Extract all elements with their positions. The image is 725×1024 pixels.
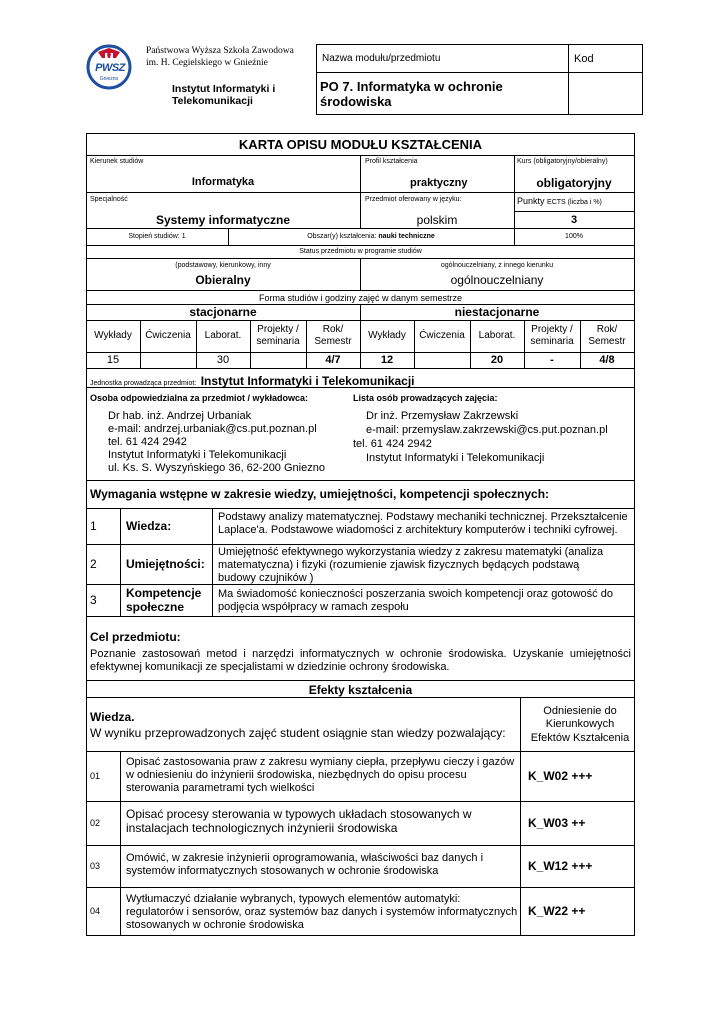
- col-lectures: Wykłady: [94, 330, 132, 341]
- card-title: KARTA OPISU MODUŁU KSZTAŁCENIA: [238, 137, 483, 152]
- nonstat-projects: -: [550, 354, 554, 366]
- goal-title: Cel przedmiotu:: [90, 630, 181, 644]
- responsible-name: Dr hab. inż. Andrzej Urbaniak: [108, 410, 252, 422]
- req-num: 2: [90, 557, 97, 571]
- area-label-text: Obszar(y) kształcenia:: [307, 233, 377, 240]
- lecturer-name: Dr inż. Przemysław Zakrzewski: [366, 410, 519, 422]
- effect-text: Wytłumaczyć działanie wybranych, typowych elementów automatyki: regulatorów i sensorów, oraz systemów baz danych i systemów informatycznych stosowanych w ochronie środowiska: [126, 893, 518, 932]
- col-exercises: Ćwiczenia: [145, 330, 191, 341]
- status-left-label: (podstawowy, kierunkowy, inny: [175, 262, 271, 269]
- language-value: polskim: [416, 213, 458, 227]
- col-exercises-ns: Ćwiczenia: [419, 330, 465, 341]
- school-logo: [86, 44, 132, 90]
- module-name-line2: środowiska: [320, 94, 392, 109]
- effect-text: Omówić, w zakresie inżynierii oprogramowania, właściwości baz danych i systemów informatycznych stosowanych w ochronie środowiska: [126, 852, 484, 878]
- institute-line1: Instytut Informatyki i: [172, 83, 276, 95]
- specialty-value: Systemy informatyczne: [155, 213, 291, 227]
- stationary-label: stacjonarne: [189, 305, 257, 319]
- stat-exercises: [140, 352, 196, 368]
- req-num: 3: [90, 593, 97, 607]
- field-label: Kierunek studiów: [90, 158, 144, 165]
- list-label: Lista osób prowadzących zajęcia:: [353, 393, 498, 403]
- req-num: 1: [90, 519, 97, 533]
- col-labs-ns: Laborat.: [478, 330, 516, 341]
- req-name: Kompetencje społeczne: [126, 585, 202, 614]
- responsible-label: Osoba odpowiedzialna za przedmiot / wykładowca:: [90, 393, 309, 403]
- responsible-phone: tel. 61 424 2942: [108, 436, 187, 448]
- ects-value: 3: [570, 214, 578, 226]
- specialty-label: Specjalność: [90, 196, 128, 203]
- col-year-ns: Rok/ Semestr: [588, 324, 626, 347]
- nonstat-labs: 20: [490, 354, 504, 366]
- req-text: Ma świadomość konieczności poszerzania swoich kompetencji oraz gotowość do podjęcia współpracy w ramach zespołu: [218, 588, 613, 614]
- effect-ref: K_W02 +++: [528, 769, 593, 783]
- effect-num: 02: [90, 818, 101, 828]
- col-projects: Projekty / seminaria: [256, 324, 300, 347]
- req-name: Wiedza:: [126, 519, 172, 533]
- requirements-title: Wymagania wstępne w zakresie wiedzy, umiejętności, kompetencji społecznych:: [90, 487, 550, 501]
- profile-value: praktyczny: [410, 177, 468, 189]
- status-left-value: Obieralny: [195, 273, 251, 287]
- effect-text: Opisać procesy sterowania w typowych układach stosowanych w instalacjach technologicznych inżynierii środowiska: [126, 807, 472, 836]
- effect-ref: K_W22 ++: [528, 904, 586, 918]
- col-labs: Laborat.: [204, 330, 242, 341]
- nonstationary-label: niestacjonarne: [454, 305, 540, 319]
- lecturer-institute: Instytut Informatyki i Telekomunikacji: [366, 452, 545, 464]
- module-name-label: Nazwa modułu/przedmiotu: [322, 53, 441, 64]
- col-lectures-ns: Wykłady: [368, 330, 406, 341]
- lecturer-email: e-mail: przemyslaw.zakrzewski@cs.put.poznan.pl: [366, 424, 608, 436]
- course-type-label: Kurs (obligatoryjny/obieralny): [517, 158, 608, 165]
- effect-num: 03: [90, 861, 101, 871]
- module-name-line1: PO 7. Informatyka w ochronie: [320, 79, 503, 94]
- status-label: Status przedmiotu w programie studiów: [299, 248, 422, 255]
- area-label: [228, 233, 514, 240]
- knowledge-intro: W wyniku przeprowadzonych zajęć student osiągnie stan wiedzy pozwalający:: [90, 726, 506, 740]
- effect-num: 01: [90, 771, 101, 781]
- req-name: Umiejętności:: [126, 557, 205, 571]
- effect-num: 04: [90, 906, 101, 916]
- stat-lectures: 15: [106, 354, 120, 366]
- ects-label-small: ECTS (liczba i %): [547, 199, 602, 206]
- area-value: nauki techniczne: [378, 233, 435, 240]
- nonstat-year: 4/8: [599, 354, 615, 366]
- lecturer-phone: tel. 61 424 2942: [353, 438, 432, 450]
- responsible-address: ul. Ks. S. Wyszyńskiego 36, 62-200 Gniezno: [108, 462, 325, 474]
- effect-ref: K_W03 ++: [528, 816, 586, 830]
- responsible-email: e-mail: andrzej.urbaniak@cs.put.poznan.pl: [108, 423, 317, 435]
- req-text: Umiejętność efektywnego wykorzystania wiedzy z zakresu matematyki (analiza matematyczna) i fizyki (rozumienie zjawisk fizycznych będących podstawą budowy czujników ): [218, 546, 604, 584]
- stat-projects: [250, 352, 306, 368]
- knowledge-title: Wiedza.: [90, 710, 135, 724]
- ects-label: [517, 196, 602, 206]
- effects-title: Efekty kształcenia: [308, 683, 413, 697]
- status-right-label: ogólnouczelniany, z innego kierunku: [440, 262, 554, 269]
- forms-label: Forma studiów i godziny zajęć w danym semestrze: [258, 293, 463, 303]
- nonstat-exercises: [414, 352, 470, 368]
- institute-line2: Telekomunikacji: [172, 95, 253, 107]
- ects-percent: 100%: [565, 233, 583, 240]
- logo-text: PWSZ: [95, 62, 125, 74]
- effect-text: Opisać zastosowania praw z zakresu wymiany ciepła, przepływu cieczy i gazów w odniesieniu do inżynierii środowiska, niezbędnych do opisu procesu sterowania parametrami tych wielkości: [126, 756, 515, 795]
- col-year: Rok/ Semestr: [314, 324, 352, 347]
- level-label: Stopień studiów: 1: [128, 233, 186, 240]
- nonstat-lectures: 12: [380, 354, 394, 366]
- stat-year: 4/7: [325, 354, 341, 366]
- unit-label: Jednostka prowadząca przedmiot:: [90, 380, 197, 387]
- course-type-value: obligatoryjny: [536, 176, 612, 190]
- status-right-value: ogólnouczelniany: [450, 273, 544, 287]
- school-name-line1: Państwowa Wyższa Szkoła Zawodowa: [146, 46, 294, 56]
- field-value: Informatyka: [191, 176, 255, 188]
- reference-header: Odniesienie do Kierunkowych Efektów Kształcenia: [530, 705, 630, 744]
- school-name-line2: im. H. Cegielskiego w Gnieźnie: [146, 58, 268, 68]
- col-projects-ns: Projekty / seminaria: [530, 324, 574, 347]
- code-label: Kod: [574, 53, 594, 65]
- profile-label: Profil kształcenia: [365, 158, 418, 165]
- req-text: Podstawy analizy matematycznej. Podstawy mechaniki technicznej. Przekształcenie Laplace'a. Podstawowe wiadomości z architektury komputerów i techniki cyfrowej.: [218, 511, 628, 537]
- language-label: Przedmiot oferowany w języku:: [365, 196, 462, 203]
- unit-value: Instytut Informatyki i Telekomunikacji: [200, 374, 415, 388]
- effect-ref: K_W12 +++: [528, 859, 593, 873]
- stat-labs: 30: [216, 354, 230, 366]
- responsible-institute: Instytut Informatyki i Telekomunikacji: [108, 449, 287, 461]
- ects-label-main: Punkty: [517, 196, 545, 206]
- goal-text: Poznanie zastosowań metod i narzędzi informatycznych w ochronie środowiska. Uzyskanie umiejętności efektywnej komunikacji ze specjalistami w dziedzinie ochrony środowiska.: [90, 648, 631, 674]
- logo-subtext: Gniezno: [99, 76, 119, 82]
